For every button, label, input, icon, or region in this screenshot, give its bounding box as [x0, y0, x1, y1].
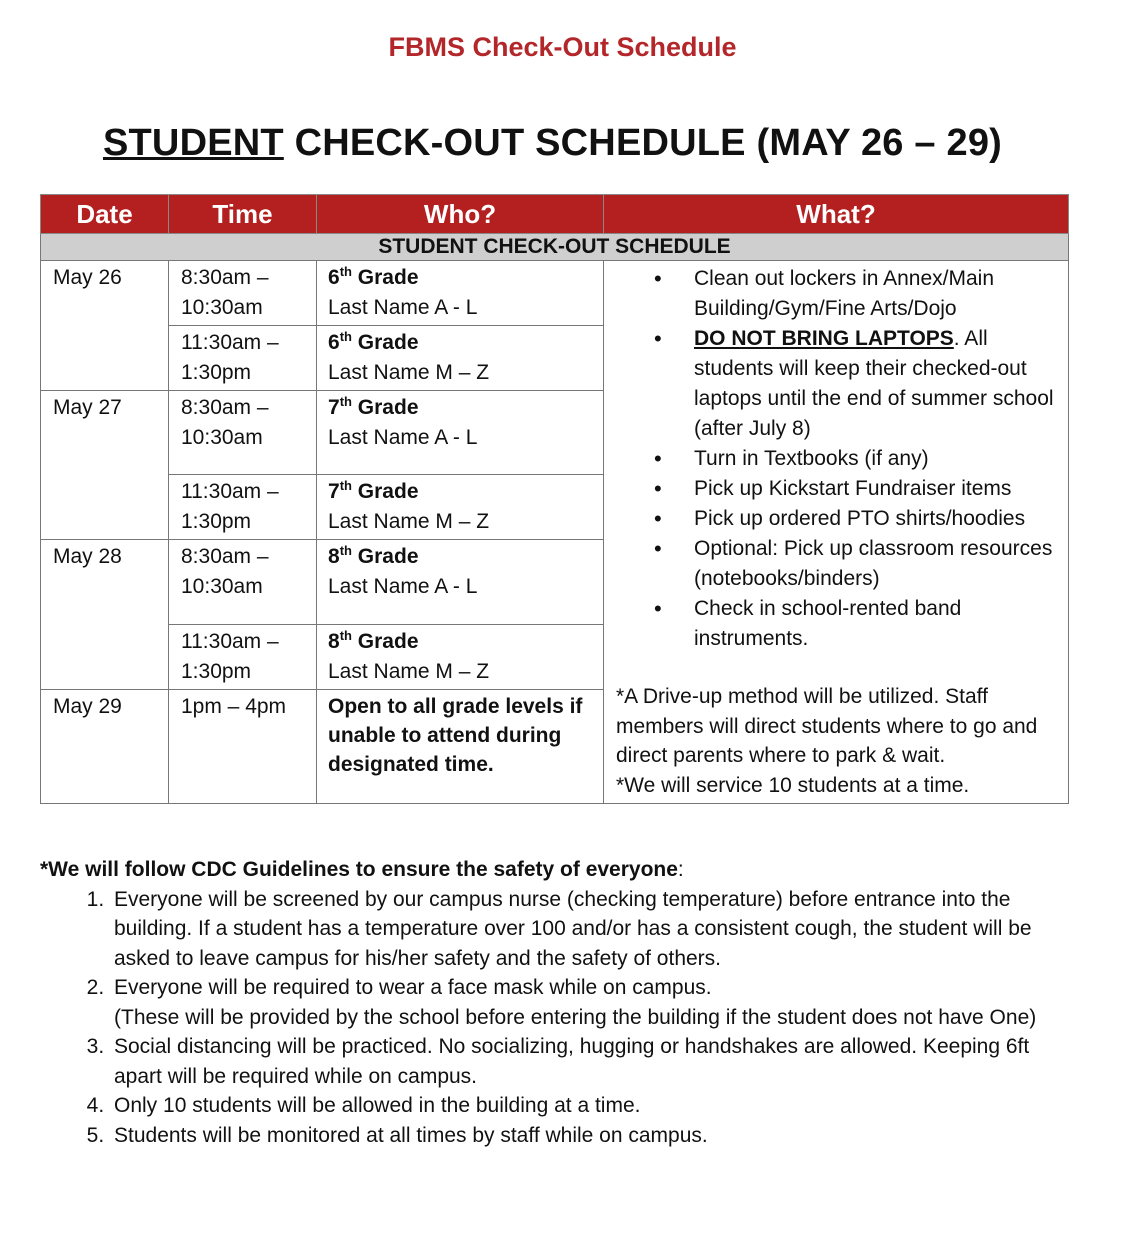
grade-label: 8th Grade — [328, 627, 419, 653]
list-item: 5. Students will be monitored at all times by staff while on campus. — [110, 1121, 1080, 1151]
document-header-title: FBMS Check-Out Schedule — [388, 32, 737, 62]
time-cell — [169, 261, 317, 326]
time-cell — [169, 540, 317, 624]
who-cell — [317, 540, 604, 624]
last-name-range: Last Name A - L — [328, 296, 478, 319]
title-underlined-word: STUDENT — [102, 122, 284, 164]
time-start: 8:30am – — [181, 396, 269, 419]
laptop-warning: DO NOT BRING LAPTOPS — [694, 327, 954, 350]
last-name-range: Last Name M – Z — [328, 510, 490, 534]
time-start: 11:30am – — [181, 480, 279, 504]
time-end: 10:30am — [181, 296, 263, 319]
time-end: 1:30pm — [181, 361, 252, 384]
time-start: 8:30am – — [181, 545, 269, 569]
list-item — [694, 324, 1056, 444]
table-row — [41, 261, 1069, 326]
time-cell — [169, 475, 317, 540]
time-cell — [169, 326, 317, 391]
who-cell — [317, 391, 604, 475]
cdc-guidelines — [40, 855, 1080, 1150]
who-cell — [317, 261, 604, 326]
time-end: 10:30am — [181, 426, 263, 449]
list-item-subtext: (These will be provided by the school before entering the building if the student does not have One) — [114, 1005, 1037, 1029]
open-to-all-note: Open to all grade levels if unable to attend during designated time. — [328, 694, 583, 776]
list-item: • Pick up ordered PTO shirts/hoodies — [694, 504, 1056, 534]
list-item: • Clean out lockers in Annex/Main Building/Gym/Fine Arts/Dojo — [694, 264, 1056, 324]
cdc-heading-text: *We will follow CDC Guidelines to ensure the safety of everyone — [40, 858, 678, 881]
who-cell — [317, 689, 604, 803]
list-item: • Optional: Pick up classroom resources (notebooks/binders) — [694, 534, 1056, 594]
list-item: • Turn in Textbooks (if any) — [694, 444, 1056, 474]
list-item: 4. Only 10 students will be allowed in the building at a time. — [110, 1091, 1080, 1121]
date-cell: May 26 — [41, 261, 169, 391]
column-header-who: Who? — [317, 195, 604, 234]
list-item-text: 2. Everyone will be required to wear a face mask while on campus. — [114, 976, 712, 999]
table-header-row — [41, 195, 1069, 234]
cdc-heading: *We will follow CDC Guidelines to ensure the safety of everyone: — [40, 858, 684, 881]
column-header-what: What? — [604, 195, 1069, 234]
list-item: • Pick up Kickstart Fundraiser items — [694, 474, 1056, 504]
column-header-date: Date — [41, 195, 169, 234]
cdc-list — [40, 885, 1080, 1151]
date-cell: May 27 — [41, 391, 169, 540]
last-name-range: Last Name A - L — [328, 426, 478, 449]
list-item — [110, 973, 1080, 1032]
laptop-note: . All students will keep their checked-out laptops until the end of summer school (after July 8) — [694, 327, 1054, 440]
page-title — [0, 122, 1105, 165]
who-cell — [317, 475, 604, 540]
what-cell — [604, 261, 1069, 804]
time-end: 1:30pm — [181, 510, 252, 534]
grade-label: 6th Grade — [328, 264, 419, 289]
table-subheader: STUDENT CHECK-OUT SCHEDULE — [41, 234, 1069, 261]
last-name-range: Last Name M – Z — [328, 659, 490, 683]
capacity-note: *We will service 10 students at a time. — [616, 773, 970, 797]
grade-label: 7th Grade — [328, 394, 419, 419]
schedule-table — [40, 194, 1069, 804]
time-end: 10:30am — [181, 575, 263, 599]
who-cell — [317, 624, 604, 689]
date-cell: May 28 — [41, 540, 169, 689]
grade-label: 6th Grade — [328, 329, 419, 354]
time-cell — [169, 624, 317, 689]
list-item: • Check in school-rented band instruments. — [694, 594, 1056, 654]
time-end: 1:30pm — [181, 659, 252, 683]
grade-label: 8th Grade — [328, 543, 419, 569]
last-name-range: Last Name M – Z — [328, 361, 490, 384]
time-start: 11:30am – — [181, 331, 279, 354]
who-cell — [317, 326, 604, 391]
what-bullet-list — [616, 264, 1056, 654]
time-cell: 1pm – 4pm — [169, 689, 317, 803]
drive-up-note: *A Drive-up method will be utilized. Staff members will direct students where to go and direct parents where to park & wait. — [616, 685, 1038, 767]
drive-up-notes — [616, 682, 1056, 800]
title-rest: CHECK-OUT SCHEDULE (MAY 26 – 29) — [283, 122, 1003, 164]
time-start: 11:30am – — [181, 629, 279, 653]
date-cell: May 29 — [41, 689, 169, 803]
last-name-range: Last Name A - L — [328, 575, 478, 599]
list-item: 3. Social distancing will be practiced. No socializing, hugging or handshakes are allowed. Keeping 6ft apart will be required while on campus. — [110, 1032, 1080, 1091]
list-item: 1. Everyone will be screened by our campus nurse (checking temperature) before entrance into the building. If a student has a temperature over 100 and/or has a consistent cough, the student will be asked to leave campus for his/her safety and the safety of others. — [110, 885, 1080, 974]
time-start: 8:30am – — [181, 266, 269, 289]
column-header-time: Time — [169, 195, 317, 234]
table-subheader-row — [41, 234, 1069, 261]
time-cell — [169, 391, 317, 475]
grade-label: 7th Grade — [328, 478, 419, 504]
